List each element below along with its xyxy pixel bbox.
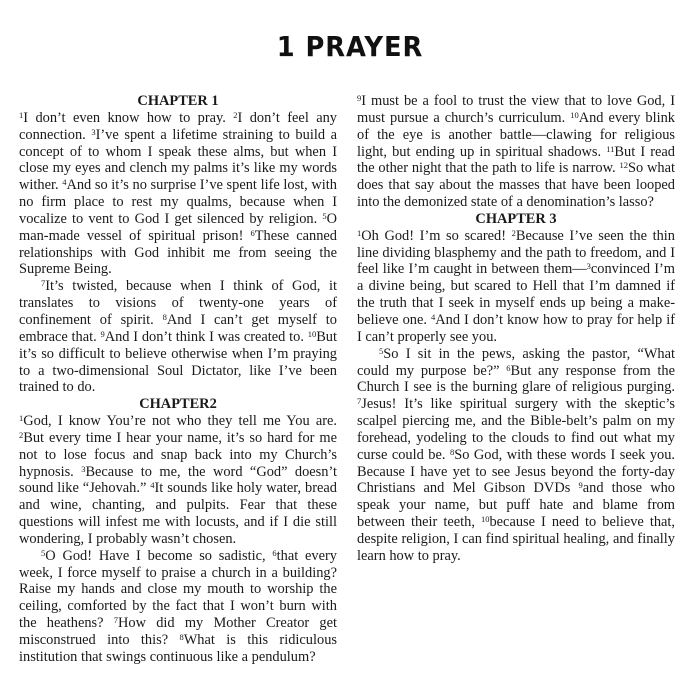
verse-number: 8 bbox=[449, 446, 455, 457]
verse-text: and those who speak your name, but puff hate and blame from between their teeth, bbox=[357, 480, 675, 531]
paragraph bbox=[357, 228, 675, 346]
verse-number: 5 bbox=[322, 210, 327, 221]
verse-number: 6 bbox=[250, 227, 255, 238]
left-column bbox=[19, 93, 337, 666]
verse-text: But every time I hear your name, it’s so hard for me not to lose focus and snap back into my Church’s hypnosis. bbox=[19, 429, 337, 480]
paragraph bbox=[19, 278, 337, 396]
verse-text: And I can’t get myself to embrace that. bbox=[19, 311, 337, 345]
verse-number: 1 bbox=[357, 227, 362, 238]
verse-text: So I sit in the pews, asking the pastor, “What could my purpose be?” bbox=[357, 345, 675, 379]
verse-number: 4 bbox=[62, 177, 67, 188]
chapter-heading: CHAPTER2 bbox=[139, 396, 217, 413]
verse-number: 12 bbox=[619, 160, 628, 171]
verse-number: 5 bbox=[379, 345, 384, 356]
verse-text: And so it’s no surprise I’ve spent life lost, with no firm place to rest my qualms, because when I vocalize to vent to God I get silenced by religion. bbox=[19, 177, 337, 227]
verse-number: 7 bbox=[41, 278, 46, 289]
verse-number: 6 bbox=[272, 547, 277, 558]
verse-text: It’s twisted, because when I think of God, it translates to visions of twenty-one years of confinement of spirit. bbox=[19, 278, 337, 328]
verse-text: So what does that say about the masses that have been looped into the demonized state of a denomination’s lasso? bbox=[357, 160, 675, 211]
verse-text: I’ve spent a lifetime straining to build a concept of to whom I speak these alms, but when I close my eyes and clench my palms it’s like my words wither. bbox=[19, 126, 337, 194]
paragraph bbox=[357, 346, 675, 565]
verse-number: 7 bbox=[357, 396, 362, 407]
verse-text: because I need to believe that, despite religion, I can find spiritual healing, and finally learn how to pray. bbox=[357, 514, 676, 564]
verse-text: I don’t even know how to pray. bbox=[23, 109, 234, 126]
verse-text: How did my Mother Creator get misconstrued into this? bbox=[19, 615, 337, 648]
verse-text: But it’s so difficult to believe otherwise when I’m praying to a two-dimensional Soul Dictator, like I’ve been trained to do. bbox=[19, 328, 337, 396]
verse-text: These canned relationships with God inhibit me from seeing the Supreme Being. bbox=[19, 227, 337, 278]
verse-number: 9 bbox=[357, 93, 362, 103]
verse-number: 9 bbox=[578, 480, 583, 491]
verse-text: I don’t feel any connection. bbox=[19, 109, 337, 143]
verse-text: I must be a fool to trust the view that to love God, I must pursue a church’s curriculum. bbox=[357, 93, 675, 126]
verse-number: 2 bbox=[511, 227, 516, 238]
paragraph bbox=[19, 548, 337, 666]
verse-number: 2 bbox=[233, 109, 238, 120]
page-title: 1 PRAYER bbox=[276, 30, 424, 63]
verse-text: It sounds like holy water, bread and wine, chanting, and pulpits. Fear that these questions will infest me with locusts, and if I die still wondering, I probably wasn’t chosen. bbox=[19, 480, 337, 547]
verse-text: O God! Have I become so sadistic, bbox=[45, 547, 273, 564]
verse-text: But I read the other night that the path to life is narrow. bbox=[357, 143, 675, 177]
verse-text: Oh God! I’m so scared! bbox=[361, 227, 512, 244]
paragraph bbox=[19, 413, 337, 548]
verse-number: 8 bbox=[162, 311, 167, 322]
verse-text: Because to me, the word “God” doesn’t sound like “Jehovah.” bbox=[19, 463, 338, 497]
verse-number: 6 bbox=[506, 362, 511, 373]
chapter-heading: CHAPTER 3 bbox=[475, 210, 557, 227]
verse-text: But any response from the Church I see is the burning glare of religious purging. bbox=[357, 362, 676, 396]
verse-number: 4 bbox=[150, 480, 155, 491]
verse-number: 8 bbox=[179, 632, 184, 642]
verse-number: 4 bbox=[430, 311, 436, 322]
verse-number: 1 bbox=[19, 413, 24, 424]
verse-number: 5 bbox=[41, 547, 46, 558]
verse-number: 3 bbox=[81, 463, 86, 474]
verse-text: What is this ridiculous institution that swings continuous like a pendulum? bbox=[19, 632, 337, 665]
verse-text: Because I’ve seen the thin line dividing blasphemy and the path to freedom, and I feel like I’m caught in between them— bbox=[357, 227, 675, 278]
verse-text: that every week, I force myself to praise a church in a building? Raise my hands and close my mouth to worship the ceiling, comforted by the fact that I won’t burn with the heathens? bbox=[19, 547, 337, 632]
verse-text: O man-made vessel of spiritual prison! bbox=[19, 210, 337, 244]
chapter-heading: CHAPTER 1 bbox=[137, 93, 219, 109]
paragraph bbox=[19, 110, 337, 278]
verse-number: 9 bbox=[100, 328, 105, 339]
verse-text: God, I know You’re not who they tell me You are. bbox=[23, 413, 337, 430]
verse-number: 11 bbox=[606, 143, 615, 154]
verse-text: So God, with these words I seek you. Because I have yet to see Jesus beyond the forty-day Christians and Mel Gibson DVDs bbox=[357, 446, 675, 497]
verse-number: 2 bbox=[19, 429, 24, 440]
verse-number: 3 bbox=[586, 261, 591, 272]
verse-number: 7 bbox=[113, 615, 119, 626]
verse-number: 10 bbox=[480, 514, 490, 525]
verse-text: Jesus! It’s like spiritual surgery with the skeptic’s scalpel piercing me, and the Bible-belt’s palm on my forehead, yodeling to the clouds to find out what my curse could be. bbox=[357, 396, 675, 463]
verse-number: 3 bbox=[91, 126, 96, 137]
verse-text: And I don’t think I was created to. bbox=[104, 328, 308, 345]
verse-text: And I don’t know how to pray for help if I can’t properly see you. bbox=[357, 311, 675, 345]
verse-text: convinced I’m a divine being, but scared to Hell that I’m damned if the truth that I seek in myself ends up being a make-believe one. bbox=[357, 261, 675, 328]
verse-text: And every blink of the eye is another battle—clawing for religious light, but ending up in spiritual shadows. bbox=[357, 109, 675, 160]
right-column bbox=[357, 93, 675, 565]
verse-number: 1 bbox=[19, 109, 24, 120]
verse-number: 10 bbox=[307, 328, 317, 339]
verse-number: 10 bbox=[570, 109, 579, 120]
paragraph bbox=[357, 93, 675, 211]
